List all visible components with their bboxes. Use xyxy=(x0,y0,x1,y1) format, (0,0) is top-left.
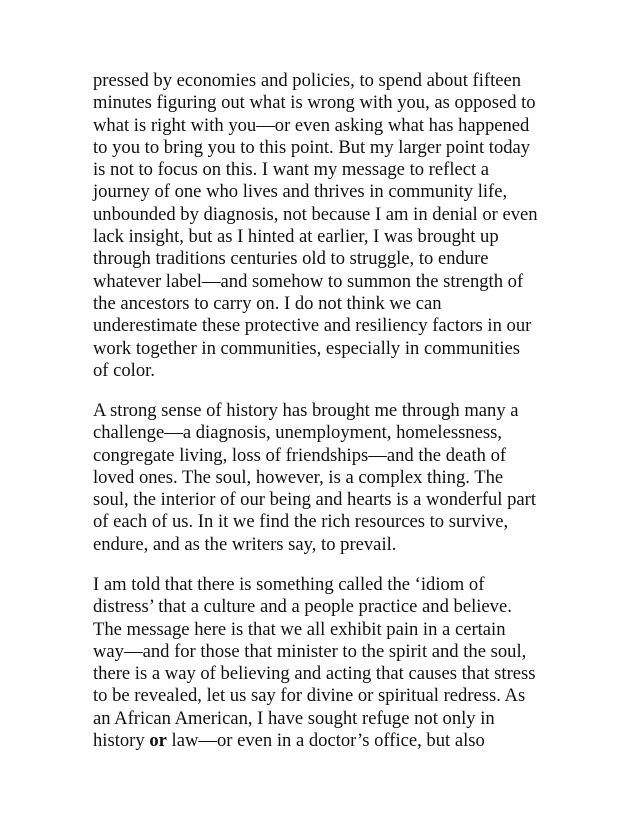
text-line: an African American, I have sought refuge not only in xyxy=(93,707,495,729)
text-line: to you to bring you to this point. But my larger point today xyxy=(93,136,531,158)
text-line: congregate living, loss of friendships—and the death of xyxy=(93,444,507,466)
text-line: pressed by economies and policies, to spend about fifteen xyxy=(93,70,522,91)
text-line: endure, and as the writers say, to prevail. xyxy=(93,533,397,555)
text-line: of color. xyxy=(93,359,155,381)
text-line: through traditions centuries old to struggle, to endure xyxy=(93,248,489,270)
text-line: the ancestors to carry on. I do not think we can xyxy=(93,292,442,314)
text-line: whatever label—and somehow to summon the strength of xyxy=(93,270,524,292)
text-line: The message here is that we all exhibit pain in a certain xyxy=(93,618,506,640)
paragraph-1 xyxy=(93,70,613,382)
text-line: underestimate these protective and resiliency factors in our xyxy=(93,315,532,337)
text-line: soul, the interior of our being and hearts is a wonderful part xyxy=(93,489,537,511)
text-line: journey of one who lives and thrives in community life, xyxy=(93,181,508,203)
text-line: lack insight, but as I hinted at earlier, I was brought up xyxy=(93,226,499,248)
text-line: I am told that there is something called the ‘idiom of xyxy=(93,574,485,595)
text-line: way—and for those that minister to the spirit and the soul, xyxy=(93,640,527,662)
text-line: challenge—a diagnosis, unemployment, homelessness, xyxy=(93,422,502,444)
text-line: of each of us. In it we find the rich resources to survive, xyxy=(93,511,509,533)
text-line: unbounded by diagnosis, not because I am in denial or even xyxy=(93,203,538,225)
text-line-last xyxy=(93,730,613,752)
text-line: is not to focus on this. I want my message to reflect a xyxy=(93,159,490,181)
text-line: distress’ that a culture and a people practice and believe. xyxy=(93,596,512,618)
text-line: there is a way of believing and acting that causes that stress xyxy=(93,663,536,685)
paragraph-2 xyxy=(93,400,613,556)
text-line: to be revealed, let us say for divine or spiritual redress. As xyxy=(93,685,526,707)
text-fragment: history xyxy=(93,730,150,752)
text-fragment: law—or even in a doctor’s office, but also xyxy=(166,730,485,752)
text-line: loved ones. The soul, however, is a complex thing. The xyxy=(93,466,504,488)
paragraph-3 xyxy=(93,574,613,752)
text-line: what is right with you—or even asking what has happened xyxy=(93,114,530,136)
emphasis-text: or xyxy=(149,730,167,752)
text-line: A strong sense of history has brought me through many a xyxy=(93,400,519,421)
text-line: work together in communities, especially in communities xyxy=(93,337,521,359)
text-line: minutes figuring out what is wrong with you, as opposed to xyxy=(93,92,536,114)
